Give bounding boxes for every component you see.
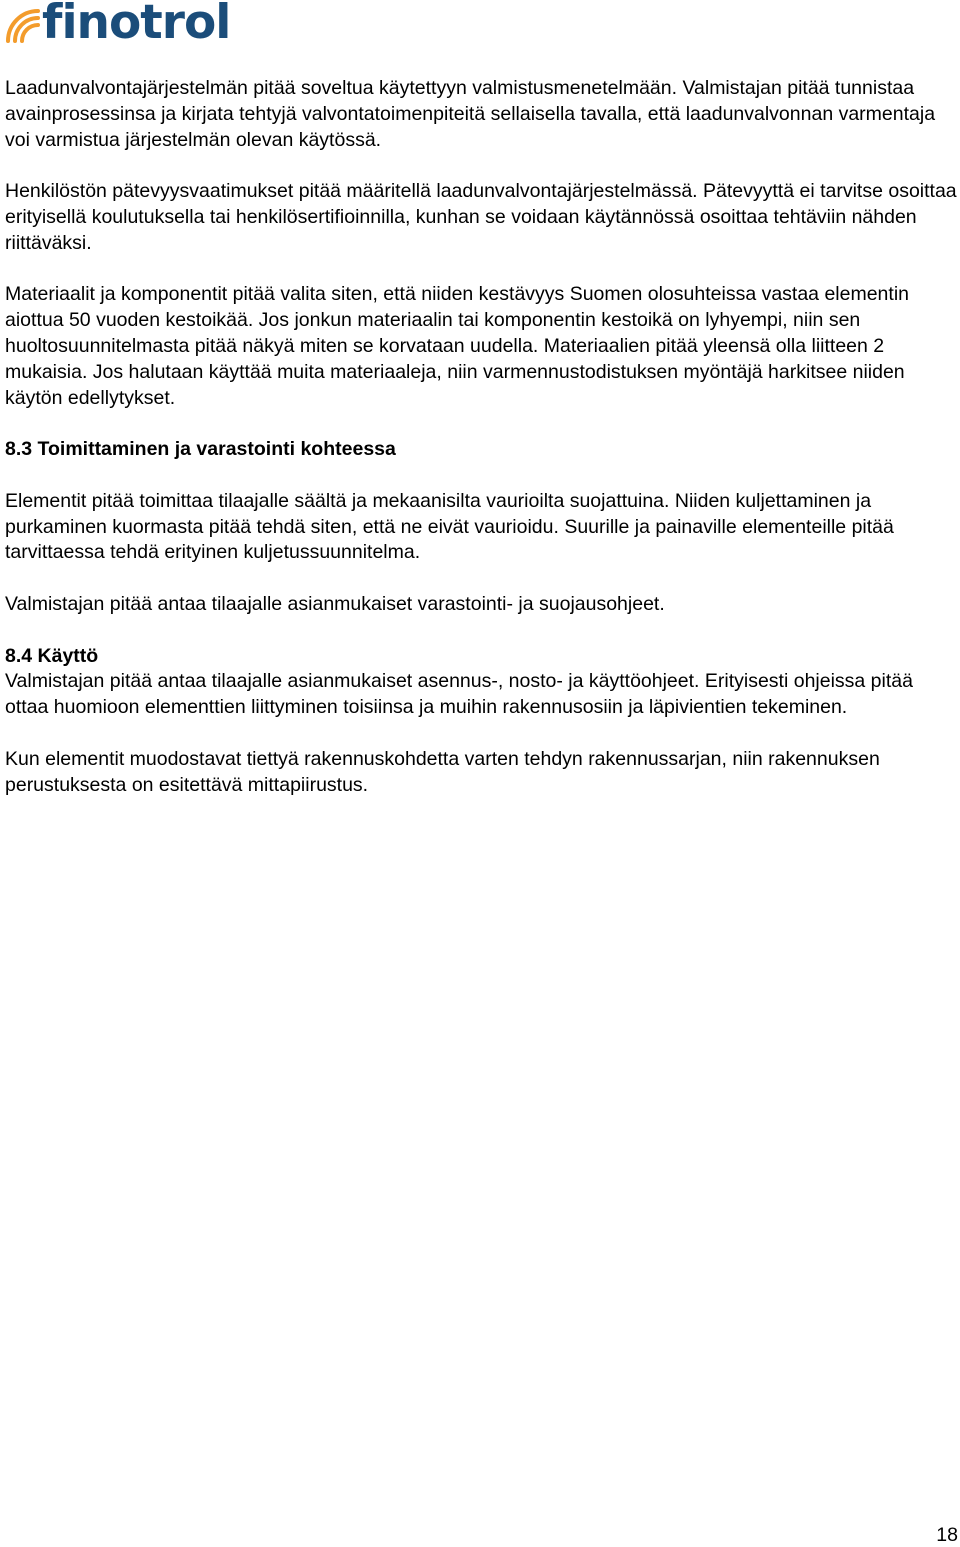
page-number: 18 <box>936 1524 958 1546</box>
paragraph-usage-instructions: Valmistajan pitää antaa tilaajalle asianmukaiset asennus-, nosto- ja käyttöohjeet. Erityisesti ohjeissa pitää ottaa huomioon elementtien liittyminen toisiinsa ja muihin rakennusosiin ja läpivientien tekeminen. <box>5 670 913 719</box>
paragraph-staff-competence: Henkilöstön pätevyysvaatimukset pitää määritellä laadunvalvontajärjestelmässä. Pätevyyttä ei tarvitse osoittaa erityisellä koulutuksella tai henkilösertifioinnilla, kunhan se voidaan käytännössä osoittaa tehtäviin nähden riittäväksi. <box>5 180 957 254</box>
paragraph-storage-instructions: Valmistajan pitää antaa tilaajalle asianmukaiset varastointi- ja suojausohjeet. <box>5 592 665 615</box>
paragraph-delivery: Elementit pitää toimittaa tilaajalle säältä ja mekaanisilta vaurioilta suojattuina. Niiden kuljettaminen ja purkaminen kuormasta pitää tehdä siten, että ne eivät vaurioidu. Suurille ja painaville elementeille pitää tarvittaessa tehdä erityinen kuljetussuunnitelma. <box>5 489 894 564</box>
paragraph-quality-system: Laadunvalvontajärjestelmän pitää soveltua käytettyyn valmistusmenetelmään. Valmistajan pitää tunnistaa avainprosessinsa ja kirjata tehtyjä valvontatoimenpiteitä sellaisella tavalla, että laadunvalvonnan varmentaja voi varmistua järjestelmän olevan käytössä. <box>5 77 936 151</box>
paragraph-materials: Materiaalit ja komponentit pitää valita siten, että niiden kestävyys Suomen olosuhteissa vastaa elementin aiottua 50 vuoden kestoikää. Jos jonkun materiaalin tai komponentin kestoikä on lyhyempi, niin sen huoltosuunnitelmasta pitää näkyä miten se korvataan uudella. Materiaalien pitää yleensä olla liitteen 2 mukaisia. Jos halutaan käyttää muita materiaaleja, niin varmennustodistuksen myöntäjä harkitsee niiden käytön edellytykset. <box>5 283 909 409</box>
paragraph-foundation-drawing: Kun elementit muodostavat tiettyä rakennuskohdetta varten tehdyn rakennussarjan, niin rakennuksen perustuksesta on esitettävä mittapiirustus. <box>5 747 880 796</box>
document-body <box>5 76 957 824</box>
section-heading-8-4: 8.4 Käyttö <box>5 644 99 667</box>
finotrol-logo <box>4 0 294 50</box>
section-heading-8-3: 8.3 Toimittaminen ja varastointi kohteessa <box>5 438 396 461</box>
logo-wordmark: finotrol <box>42 0 231 50</box>
